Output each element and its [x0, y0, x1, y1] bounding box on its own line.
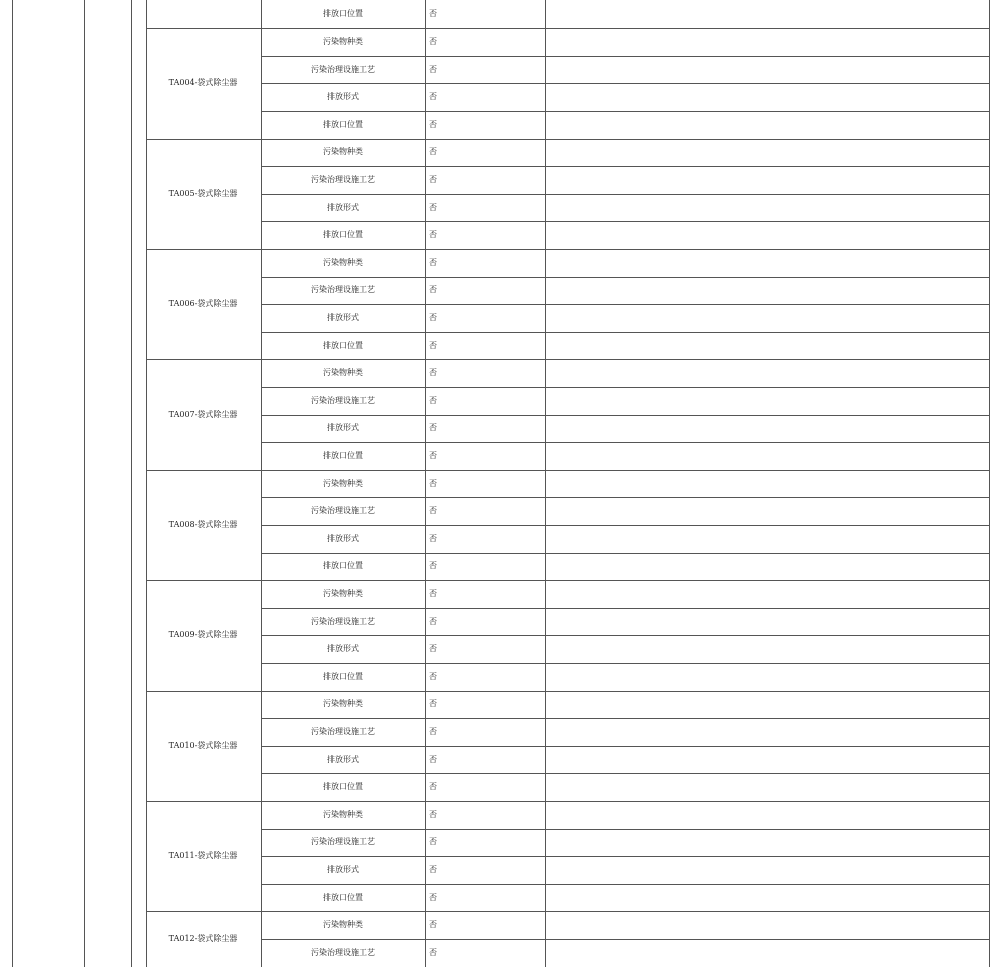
column-divider [131, 0, 132, 967]
value-cell: 否 [429, 230, 437, 240]
row-divider [261, 304, 989, 305]
value-cell: 否 [429, 368, 437, 378]
item-label: 排放口位置 [323, 561, 363, 571]
value-cell: 否 [429, 340, 437, 350]
item-label: 排放口位置 [323, 892, 363, 902]
item-label: 排放形式 [327, 92, 359, 102]
facility-label: TA008-袋式除尘器 [168, 519, 238, 529]
value-cell: 否 [429, 202, 437, 212]
row-divider [146, 249, 989, 250]
row-divider [261, 277, 989, 278]
item-label: 排放形式 [327, 202, 359, 212]
column-divider [261, 0, 262, 967]
facility-label: TA009-袋式除尘器 [168, 630, 238, 640]
item-label: 排放形式 [327, 312, 359, 322]
row-divider [261, 332, 989, 333]
row-divider [261, 415, 989, 416]
item-label: 污染治理设施工艺 [311, 174, 375, 184]
value-cell: 否 [429, 533, 437, 543]
row-divider [261, 773, 989, 774]
item-label: 污染物种类 [323, 147, 363, 157]
item-label: 污染治理设施工艺 [311, 947, 375, 957]
value-cell: 否 [429, 892, 437, 902]
row-divider [146, 691, 989, 692]
value-cell: 否 [429, 809, 437, 819]
item-label: 污染治理设施工艺 [311, 837, 375, 847]
item-label: 排放口位置 [323, 782, 363, 792]
value-cell: 否 [429, 671, 437, 681]
column-divider [12, 0, 13, 967]
column-divider [84, 0, 85, 967]
value-cell: 否 [429, 644, 437, 654]
item-label: 污染治理设施工艺 [311, 506, 375, 516]
value-cell: 否 [429, 920, 437, 930]
item-label: 污染治理设施工艺 [311, 395, 375, 405]
item-label: 污染物种类 [323, 809, 363, 819]
item-label: 排放口位置 [323, 119, 363, 129]
value-cell: 否 [429, 506, 437, 516]
facility-label: TA012-袋式除尘器 [168, 933, 238, 943]
row-divider [146, 28, 989, 29]
value-cell: 否 [429, 64, 437, 74]
value-cell: 否 [429, 257, 437, 267]
row-divider [146, 801, 989, 802]
value-cell: 否 [429, 174, 437, 184]
value-cell: 否 [429, 119, 437, 129]
facility-label: TA005-袋式除尘器 [168, 188, 238, 198]
row-divider [261, 194, 989, 195]
value-cell: 否 [429, 864, 437, 874]
value-cell: 否 [429, 616, 437, 626]
item-label: 排放口位置 [323, 230, 363, 240]
item-label: 污染物种类 [323, 36, 363, 46]
column-divider [545, 0, 546, 967]
row-divider [261, 166, 989, 167]
item-label: 排放形式 [327, 423, 359, 433]
item-label: 污染物种类 [323, 920, 363, 930]
value-cell: 否 [429, 561, 437, 571]
column-divider [989, 0, 990, 967]
value-cell: 否 [429, 478, 437, 488]
value-cell: 否 [429, 395, 437, 405]
value-cell: 否 [429, 837, 437, 847]
item-label: 排放形式 [327, 533, 359, 543]
row-divider [261, 56, 989, 57]
facility-label: TA004-袋式除尘器 [168, 78, 238, 88]
item-label: 污染物种类 [323, 257, 363, 267]
value-cell: 否 [429, 92, 437, 102]
row-divider [261, 663, 989, 664]
item-label: 污染物种类 [323, 478, 363, 488]
item-label: 污染物种类 [323, 368, 363, 378]
row-divider [146, 580, 989, 581]
facility-label: TA011-袋式除尘器 [168, 851, 238, 861]
item-label: 排放口位置 [323, 671, 363, 681]
value-cell: 否 [429, 754, 437, 764]
row-divider [146, 470, 989, 471]
value-cell: 否 [429, 285, 437, 295]
item-label: 污染物种类 [323, 699, 363, 709]
facility-label: TA010-袋式除尘器 [168, 740, 238, 750]
value-cell: 否 [429, 782, 437, 792]
value-cell: 否 [429, 147, 437, 157]
row-divider [261, 829, 989, 830]
row-divider [261, 746, 989, 747]
row-divider [261, 442, 989, 443]
row-divider [146, 359, 989, 360]
row-divider [261, 83, 989, 84]
item-label: 污染物种类 [323, 588, 363, 598]
row-divider [261, 111, 989, 112]
item-label: 污染治理设施工艺 [311, 64, 375, 74]
row-divider [261, 608, 989, 609]
row-divider [261, 221, 989, 222]
row-divider [261, 387, 989, 388]
item-label: 排放口位置 [323, 450, 363, 460]
value-cell: 否 [429, 450, 437, 460]
value-cell: 否 [429, 726, 437, 736]
value-cell: 否 [429, 36, 437, 46]
row-divider [146, 139, 989, 140]
row-divider [261, 497, 989, 498]
row-divider [261, 856, 989, 857]
row-divider [261, 635, 989, 636]
row-divider [261, 939, 989, 940]
item-label: 排放形式 [327, 754, 359, 764]
item-label: 污染治理设施工艺 [311, 285, 375, 295]
item-label: 排放形式 [327, 864, 359, 874]
value-cell: 否 [429, 9, 437, 18]
row-divider [261, 718, 989, 719]
row-divider [146, 911, 989, 912]
row-divider [261, 553, 989, 554]
value-cell: 否 [429, 947, 437, 957]
item-label: 排放形式 [327, 644, 359, 654]
facility-label: TA006-袋式除尘器 [168, 299, 238, 309]
row-divider [261, 525, 989, 526]
item-label: 污染治理设施工艺 [311, 726, 375, 736]
row-divider [261, 884, 989, 885]
value-cell: 否 [429, 312, 437, 322]
column-divider [425, 0, 426, 967]
item-label: 排放口位置 [323, 9, 363, 18]
item-label: 污染治理设施工艺 [311, 616, 375, 626]
column-divider [146, 0, 147, 967]
value-cell: 否 [429, 423, 437, 433]
item-label: 排放口位置 [323, 340, 363, 350]
value-cell: 否 [429, 588, 437, 598]
facility-label: TA007-袋式除尘器 [168, 409, 238, 419]
value-cell: 否 [429, 699, 437, 709]
